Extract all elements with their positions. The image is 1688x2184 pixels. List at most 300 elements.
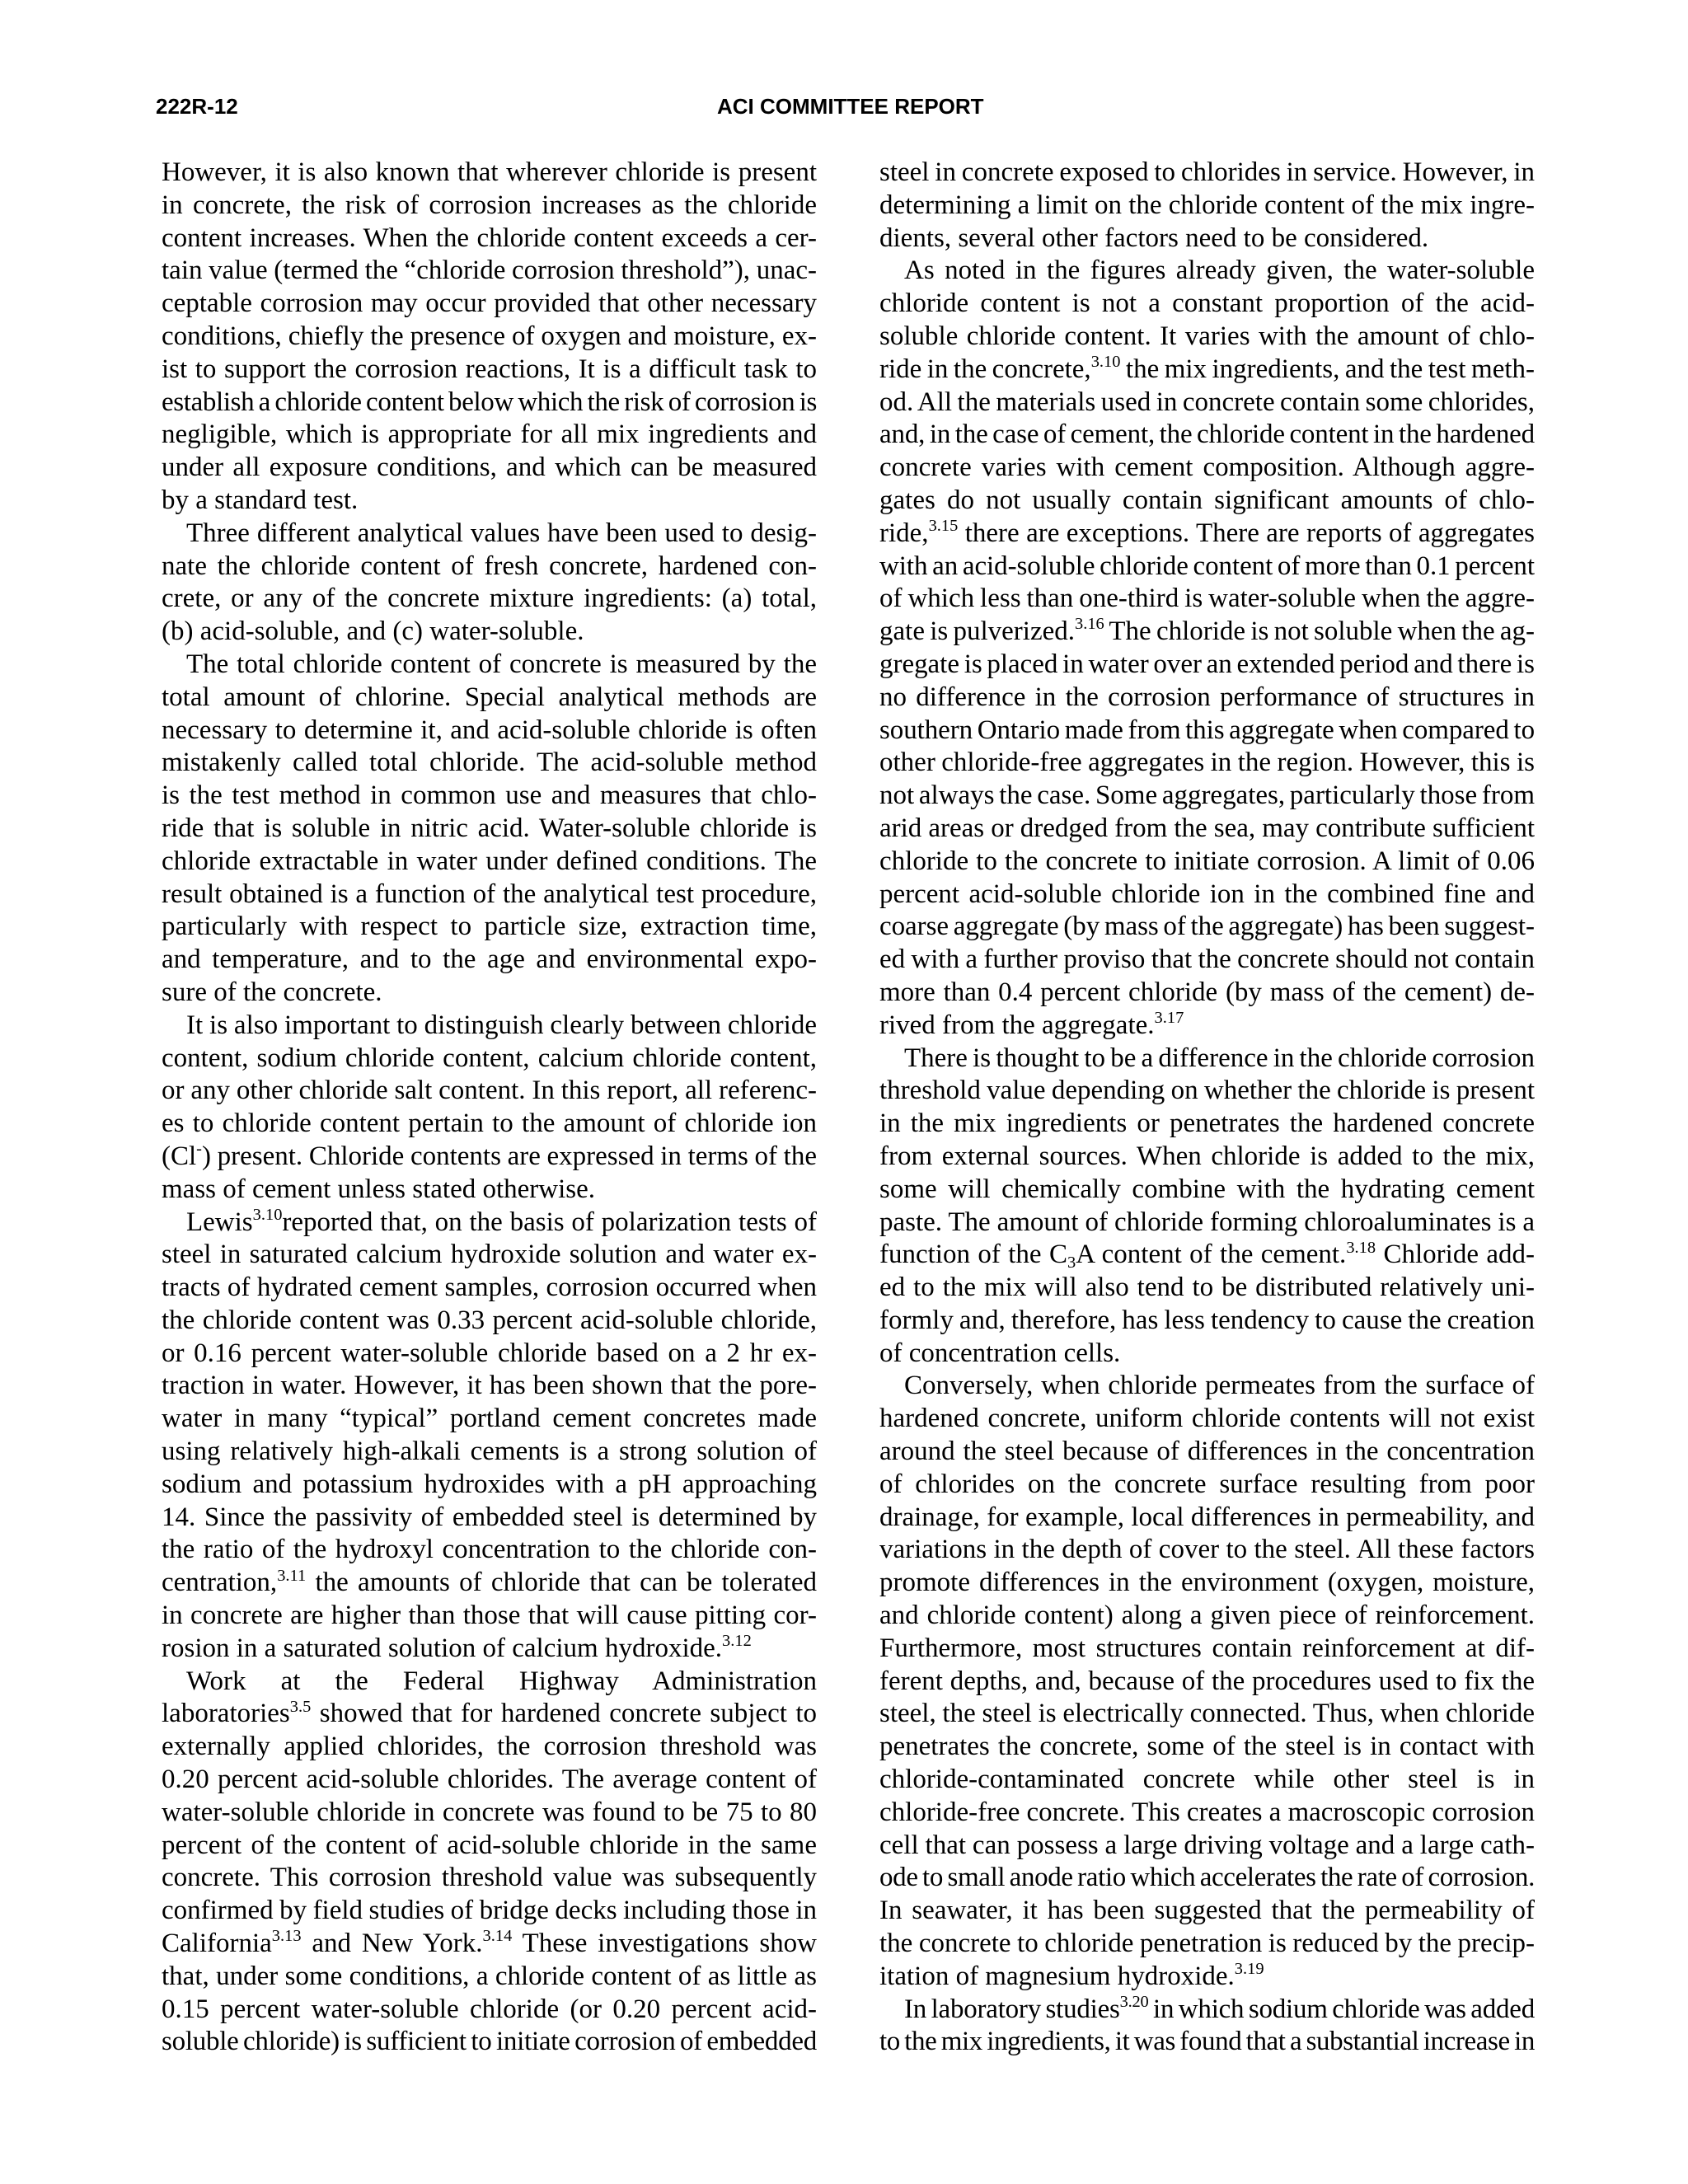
- line-content: [879, 1469, 1535, 1499]
- line-content: [904, 1994, 1535, 2024]
- text-line: [162, 223, 817, 255]
- text-run: and New York.: [301, 1929, 483, 1959]
- text-run: under all exposure conditions, and which can be measured: [162, 452, 817, 483]
- line-content: [879, 1207, 1535, 1237]
- text-line: [879, 1043, 1535, 1076]
- text-line: [162, 1797, 817, 1830]
- line-content: [879, 748, 1535, 777]
- text-run: od. All the materials used in concrete contain some chlorides,: [879, 387, 1535, 417]
- line-content: [162, 419, 817, 449]
- text-line: [879, 551, 1535, 583]
- text-line: [162, 813, 817, 846]
- text-line: [879, 1600, 1535, 1633]
- line-content: [879, 1732, 1535, 1761]
- text-run: steel in concrete exposed to chlorides in service. However, in: [879, 157, 1535, 187]
- text-line: [879, 223, 1535, 255]
- text-line: [879, 1075, 1535, 1108]
- text-run: the mix ingredients, and the test meth-: [1120, 354, 1535, 384]
- line-content: [879, 879, 1535, 909]
- text-line: [879, 1567, 1535, 1600]
- text-run: However, it is also known that wherever chloride is present: [162, 157, 817, 187]
- text-run: mistakenly called total chloride. The acid-soluble method: [162, 748, 817, 778]
- text-line: [162, 1830, 817, 1863]
- line-content: [162, 1141, 817, 1171]
- text-line: [879, 1141, 1535, 1174]
- text-run: there are exceptions. There are reports of aggregates: [958, 518, 1535, 548]
- text-line: [879, 1436, 1535, 1469]
- text-run: ferent depths, and, because of the procedures used to fix the: [879, 1666, 1535, 1696]
- text-line: [879, 1764, 1535, 1797]
- superscript: 3.20: [1119, 1992, 1149, 2011]
- line-content: [162, 321, 817, 351]
- text-line: [879, 944, 1535, 977]
- text-run: more than 0.4 percent chloride (by mass of the cement) de-: [879, 977, 1535, 1007]
- text-line: [162, 616, 817, 649]
- text-line: [879, 1895, 1535, 1928]
- line-content: [186, 1207, 817, 1237]
- text-line: [162, 944, 817, 977]
- text-run: (b) acid-soluble, and (c) water-soluble.: [162, 616, 584, 647]
- text-run: arid areas or dredged from the sea, may contribute sufficient: [879, 813, 1535, 843]
- line-content: [879, 1863, 1535, 1892]
- superscript: 3.10: [252, 1205, 283, 1224]
- text-line: [162, 321, 817, 354]
- line-content: [879, 1502, 1535, 1532]
- text-line: [162, 354, 817, 387]
- superscript: 3.13: [271, 1927, 302, 1946]
- text-run: steel, the steel is electrically connected. Thus, when chloride: [879, 1699, 1535, 1729]
- superscript: 3.19: [1234, 1960, 1264, 1979]
- running-header: [0, 96, 1688, 120]
- line-content: [162, 748, 817, 777]
- line-content: [162, 1830, 817, 1860]
- text-run: The chloride is not soluble when the ag-: [1104, 616, 1535, 647]
- text-line: [162, 1961, 817, 1994]
- text-line: [162, 387, 817, 419]
- text-line: [162, 911, 817, 944]
- text-run: Conversely, when chloride permeates from the surface of: [904, 1371, 1535, 1401]
- text-line: [879, 1928, 1535, 1961]
- text-line: [879, 1961, 1535, 1994]
- line-content: [879, 1797, 1535, 1827]
- line-content: [162, 1436, 817, 1466]
- line-content: [879, 616, 1535, 646]
- text-line: [162, 715, 817, 748]
- line-content: [162, 1338, 817, 1368]
- paragraph: [162, 157, 817, 518]
- text-line: [879, 1698, 1535, 1731]
- text-run: reported that, on the basis of polarization tests of: [282, 1207, 817, 1237]
- text-run: showed that for hardened concrete subject to: [311, 1699, 817, 1729]
- text-run: that, under some conditions, a chloride content of as little as: [162, 1961, 817, 1991]
- text-line: [879, 879, 1535, 912]
- text-run: and, in the case of cement, the chloride content in the hardened: [879, 419, 1535, 450]
- line-content: [162, 1699, 817, 1728]
- subscript: 3: [1067, 1254, 1076, 1272]
- text-line: [162, 1174, 817, 1207]
- line-content: [162, 1043, 817, 1073]
- line-content: [879, 1305, 1535, 1335]
- text-run: soluble chloride content. It varies with the amount of chlo-: [879, 321, 1535, 351]
- text-run: in the mix ingredients or penetrates the hardened concrete: [879, 1108, 1535, 1139]
- text-line: [879, 977, 1535, 1010]
- text-run: ) present. Chloride contents are expressed in terms of the: [201, 1141, 817, 1171]
- text-line: [162, 682, 817, 715]
- line-content: [879, 190, 1535, 220]
- text-run: Furthermore, most structures contain reinforcement at dif-: [879, 1633, 1535, 1663]
- line-content: [879, 1568, 1535, 1597]
- text-run: Lewis: [186, 1207, 253, 1237]
- text-line: [162, 1305, 817, 1338]
- superscript: 3.18: [1346, 1238, 1376, 1257]
- superscript: 3.12: [722, 1632, 752, 1651]
- text-line: [879, 387, 1535, 419]
- text-line: [162, 551, 817, 583]
- text-run: hardened concrete, uniform chloride contents will not exist: [879, 1404, 1535, 1434]
- text-line: [879, 288, 1535, 321]
- text-run: and temperature, and to the age and environmental expo-: [162, 944, 817, 975]
- line-content: [162, 1863, 817, 1892]
- line-content: [879, 813, 1535, 843]
- text-run: gates do not usually contain significant amounts of chlo-: [879, 485, 1535, 515]
- superscript: 3.11: [277, 1566, 307, 1585]
- line-content: [162, 1732, 817, 1761]
- text-line: [162, 1764, 817, 1797]
- text-line: [162, 1633, 817, 1666]
- text-line: [879, 321, 1535, 354]
- text-line: [879, 518, 1535, 551]
- text-line: [162, 1666, 817, 1699]
- line-content: [904, 255, 1535, 285]
- text-line: [162, 1928, 817, 1961]
- superscript: 3.16: [1074, 615, 1104, 634]
- line-content: [879, 682, 1535, 712]
- text-line: [162, 1895, 817, 1928]
- line-content: [879, 1076, 1535, 1105]
- text-line: [162, 1731, 817, 1764]
- text-line: [162, 1043, 817, 1076]
- text-run: paste. The amount of chloride forming chloroaluminates is a: [879, 1207, 1535, 1237]
- text-line: [162, 485, 817, 518]
- line-content: [879, 288, 1535, 318]
- text-run: no difference in the corrosion performance of structures in: [879, 682, 1535, 712]
- line-content: [879, 452, 1535, 482]
- text-run: rosion in a saturated solution of calcium hydroxide.: [162, 1633, 723, 1663]
- text-run: conditions, chiefly the presence of oxygen and moisture, ex-: [162, 321, 817, 351]
- text-line: [162, 1207, 817, 1240]
- text-run: (Cl: [162, 1141, 197, 1171]
- text-run: California: [162, 1929, 272, 1959]
- text-run: promote differences in the environment (oxygen, moisture,: [879, 1568, 1535, 1598]
- line-content: [162, 1961, 817, 1991]
- text-run: water in many “typical” portland cement concretes made: [162, 1404, 817, 1434]
- line-content: [162, 813, 817, 843]
- line-content: [904, 1371, 1535, 1400]
- text-run: total amount of chlorine. Special analytical methods are: [162, 682, 817, 712]
- text-line: [879, 2026, 1535, 2059]
- text-line: [162, 1403, 817, 1436]
- line-content: [186, 1010, 817, 1040]
- paragraph: [879, 1370, 1535, 1993]
- text-run: Work at the Federal Highway Administration: [186, 1666, 817, 1696]
- line-content: [162, 354, 817, 384]
- line-content: [162, 682, 817, 712]
- text-line: [162, 255, 817, 288]
- text-run: of chlorides on the concrete surface resulting from poor: [879, 1469, 1535, 1499]
- line-content: [879, 551, 1535, 581]
- text-line: [162, 1469, 817, 1502]
- text-run: concrete. This corrosion threshold value was subsequently: [162, 1863, 817, 1893]
- text-line: [879, 1370, 1535, 1403]
- text-line: [162, 518, 817, 551]
- text-line: [162, 649, 817, 682]
- text-run: In laboratory studies: [904, 1994, 1120, 2024]
- text-line: [879, 452, 1535, 485]
- text-run: water-soluble chloride in concrete was found to be 75 to 80: [162, 1797, 817, 1827]
- line-content: [162, 255, 817, 285]
- text-run: southern Ontario made from this aggregate when compared to: [879, 715, 1535, 745]
- line-content: [162, 1994, 817, 2024]
- line-content: [879, 387, 1535, 417]
- text-run: of which less than one-third is water-soluble when the aggre-: [879, 583, 1535, 614]
- text-line: [879, 1797, 1535, 1830]
- text-run: other chloride-free aggregates in the region. However, this is: [879, 748, 1535, 778]
- line-content: [162, 846, 817, 876]
- text-line: [162, 1370, 817, 1403]
- text-run: concrete varies with cement composition. Although aggre-: [879, 452, 1535, 483]
- line-content: [879, 780, 1535, 810]
- text-line: [162, 747, 817, 780]
- text-run: result obtained is a function of the analytical test procedure,: [162, 879, 817, 909]
- line-content: [879, 846, 1535, 876]
- line-content: [879, 1765, 1535, 1794]
- text-run: A content of the cement.: [1076, 1240, 1347, 1270]
- text-line: [162, 2026, 817, 2059]
- text-run: gregate is placed in water over an extended period and there is: [879, 649, 1535, 679]
- text-line: [162, 288, 817, 321]
- text-line: [162, 1108, 817, 1141]
- text-run: ed to the mix will also tend to be distributed relatively uni-: [879, 1272, 1535, 1303]
- text-line: [162, 157, 817, 190]
- text-run: drainage, for example, local differences in permeability, and: [879, 1502, 1535, 1532]
- text-run: 14. Since the passivity of embedded steel is determined by: [162, 1502, 817, 1532]
- line-content: [879, 1699, 1535, 1728]
- text-line: [879, 1469, 1535, 1502]
- line-content: [879, 1601, 1535, 1630]
- text-line: [879, 911, 1535, 944]
- text-run: steel in saturated calcium hydroxide solution and water ex-: [162, 1240, 817, 1270]
- line-content: [162, 190, 817, 220]
- text-line: [879, 419, 1535, 452]
- text-run: chloride-free concrete. This creates a macroscopic corrosion: [879, 1797, 1535, 1827]
- text-line: [879, 616, 1535, 649]
- text-run: gate is pulverized.: [879, 616, 1075, 647]
- paragraph: [879, 1994, 1535, 2060]
- paragraph: [162, 1207, 817, 1666]
- text-line: [162, 1272, 817, 1305]
- text-run: not always the case. Some aggregates, particularly those from: [879, 780, 1535, 811]
- line-content: [162, 157, 817, 187]
- line-content: [879, 912, 1535, 941]
- text-line: [879, 1272, 1535, 1305]
- text-run: tracts of hydrated cement samples, corrosion occurred when: [162, 1272, 817, 1303]
- line-content: [879, 354, 1535, 384]
- text-line: [162, 977, 817, 1010]
- paragraph: [162, 649, 817, 1010]
- line-content: [162, 1404, 817, 1433]
- text-run: in concrete are higher than those that will cause pitting cor-: [162, 1601, 817, 1631]
- text-line: [879, 1862, 1535, 1895]
- text-run: percent of the content of acid-soluble chloride in the same: [162, 1830, 817, 1860]
- text-line: [879, 1666, 1535, 1699]
- text-run: centration,: [162, 1568, 278, 1598]
- text-run: or 0.16 percent water-soluble chloride based on a 2 hr ex-: [162, 1338, 817, 1368]
- text-run: establish a chloride content below which the risk of corrosion is: [162, 387, 817, 417]
- text-run: coarse aggregate (by mass of the aggregate) has been suggest-: [879, 912, 1535, 942]
- line-content: [162, 583, 817, 613]
- line-content: [879, 649, 1535, 679]
- text-line: [162, 1010, 817, 1043]
- line-content: [162, 1371, 817, 1400]
- text-run: to the mix ingredients, it was found that a substantial increase in: [879, 2027, 1535, 2057]
- text-line: [162, 419, 817, 452]
- text-line: [879, 190, 1535, 223]
- text-run: determining a limit on the chloride content of the mix ingre-: [879, 190, 1535, 220]
- line-content: [162, 2027, 817, 2056]
- text-line: [879, 715, 1535, 748]
- text-line: [162, 1436, 817, 1469]
- text-run: some will chemically combine with the hydrating cement: [879, 1174, 1535, 1204]
- text-run: mass of cement unless stated otherwise.: [162, 1174, 596, 1204]
- text-run: the ratio of the hydroxyl concentration to the chloride con-: [162, 1535, 817, 1565]
- line-content: [162, 1240, 817, 1269]
- paragraph: [879, 255, 1535, 1042]
- text-run: negligible, which is appropriate for all mix ingredients and: [162, 419, 817, 450]
- line-content: [879, 223, 1428, 253]
- text-run: ed with a further proviso that the concrete should not contain: [879, 944, 1535, 975]
- text-run: 0.15 percent water-soluble chloride (or 0.20 percent acid-: [162, 1994, 817, 2024]
- line-content: [162, 616, 584, 646]
- text-line: [879, 1108, 1535, 1141]
- line-content: [904, 1043, 1535, 1073]
- line-content: [186, 518, 817, 548]
- text-line: [879, 1534, 1535, 1567]
- line-content: [162, 912, 817, 941]
- paragraph: [162, 1666, 817, 2060]
- line-content: [879, 1633, 1535, 1663]
- text-run: ride in the concrete,: [879, 354, 1091, 384]
- text-line: [162, 1534, 817, 1567]
- line-content: [162, 1305, 817, 1335]
- text-run: sodium and potassium hydroxides with a pH approaching: [162, 1469, 817, 1499]
- line-content: [162, 1076, 817, 1105]
- line-content: [879, 518, 1535, 548]
- line-content: [879, 419, 1535, 449]
- line-content: [162, 1601, 817, 1630]
- text-run: variations in the depth of cover to the steel. All these factors: [879, 1535, 1535, 1565]
- text-run: by a standard test.: [162, 485, 359, 515]
- line-content: [162, 1633, 752, 1663]
- line-content: [162, 879, 817, 909]
- text-run: rived from the aggregate.: [879, 1010, 1155, 1040]
- line-content: [879, 1108, 1535, 1138]
- line-content: [162, 452, 817, 482]
- text-line: [162, 1994, 817, 2027]
- text-run: of concentration cells.: [879, 1338, 1121, 1368]
- text-run: There is thought to be a difference in the chloride corrosion: [904, 1043, 1535, 1073]
- line-content: [162, 780, 817, 810]
- text-run: cell that can possess a large driving voltage and a large cath-: [879, 1830, 1535, 1860]
- text-run: soluble chloride) is sufficient to initiate corrosion of embedded: [162, 2027, 817, 2057]
- line-content: [879, 1272, 1535, 1302]
- text-run: function of the C: [879, 1240, 1067, 1270]
- line-content: [879, 1830, 1535, 1860]
- line-content: [879, 1929, 1535, 1958]
- text-line: [162, 1567, 817, 1600]
- text-line: [879, 649, 1535, 682]
- text-run: around the steel because of differences in the concentration: [879, 1436, 1535, 1467]
- text-run: tain value (termed the “chloride corrosion threshold”), unac-: [162, 255, 817, 286]
- text-run: dients, several other factors need to be considered.: [879, 223, 1429, 253]
- page-number: 222R-12: [156, 94, 238, 119]
- text-line: [879, 1994, 1535, 2027]
- line-content: [879, 1338, 1120, 1368]
- superscript: 3.10: [1090, 353, 1121, 372]
- line-content: [162, 1929, 817, 1958]
- line-content: [879, 1174, 1535, 1204]
- text-run: 0.20 percent acid-soluble chlorides. The average content of: [162, 1765, 817, 1795]
- text-line: [162, 1862, 817, 1895]
- text-run: from external sources. When chloride is added to the mix,: [879, 1141, 1535, 1171]
- text-run: with an acid-soluble chloride content of more than 0.1 percent: [879, 551, 1535, 581]
- line-content: [162, 1502, 817, 1532]
- text-line: [879, 1338, 1535, 1371]
- line-content: [162, 551, 817, 581]
- text-line: [879, 1731, 1535, 1764]
- paragraph: [879, 157, 1535, 255]
- text-run: In seawater, it has been suggested that the permeability of: [879, 1896, 1535, 1926]
- left-column: [162, 157, 817, 2059]
- text-run: nate the chloride content of fresh concrete, hardened con-: [162, 551, 817, 581]
- text-line: [162, 190, 817, 223]
- line-content: [879, 1238, 1536, 1272]
- text-run: content increases. When the chloride content exceeds a cer-: [162, 223, 817, 253]
- text-run: sure of the concrete.: [162, 977, 382, 1007]
- text-line: [162, 879, 817, 912]
- line-content: [162, 977, 382, 1007]
- text-run: laboratories: [162, 1699, 290, 1729]
- text-line: [162, 780, 817, 813]
- text-run: chloride to the concrete to initiate corrosion. A limit of 0.06: [879, 846, 1535, 876]
- text-line: [879, 255, 1535, 288]
- report-title: ACI COMMITTEE REPORT: [717, 94, 984, 119]
- text-run: confirmed by field studies of bridge decks including those in: [162, 1896, 817, 1926]
- line-content: [162, 1568, 817, 1597]
- line-content: [162, 1272, 817, 1302]
- line-content: [162, 288, 817, 318]
- paragraph: [162, 518, 817, 649]
- text-line: [162, 1338, 817, 1371]
- paragraph: [162, 1010, 817, 1207]
- line-content: [162, 1469, 817, 1499]
- line-content: [879, 2027, 1535, 2056]
- superscript: 3.15: [928, 517, 959, 536]
- text-run: necessary to determine it, and acid-soluble chloride is often: [162, 715, 817, 745]
- right-column: [879, 157, 1535, 2059]
- text-line: [879, 1174, 1535, 1207]
- text-line: [162, 1075, 817, 1108]
- text-run: using relatively high-alkali cements is a strong solution of: [162, 1436, 817, 1467]
